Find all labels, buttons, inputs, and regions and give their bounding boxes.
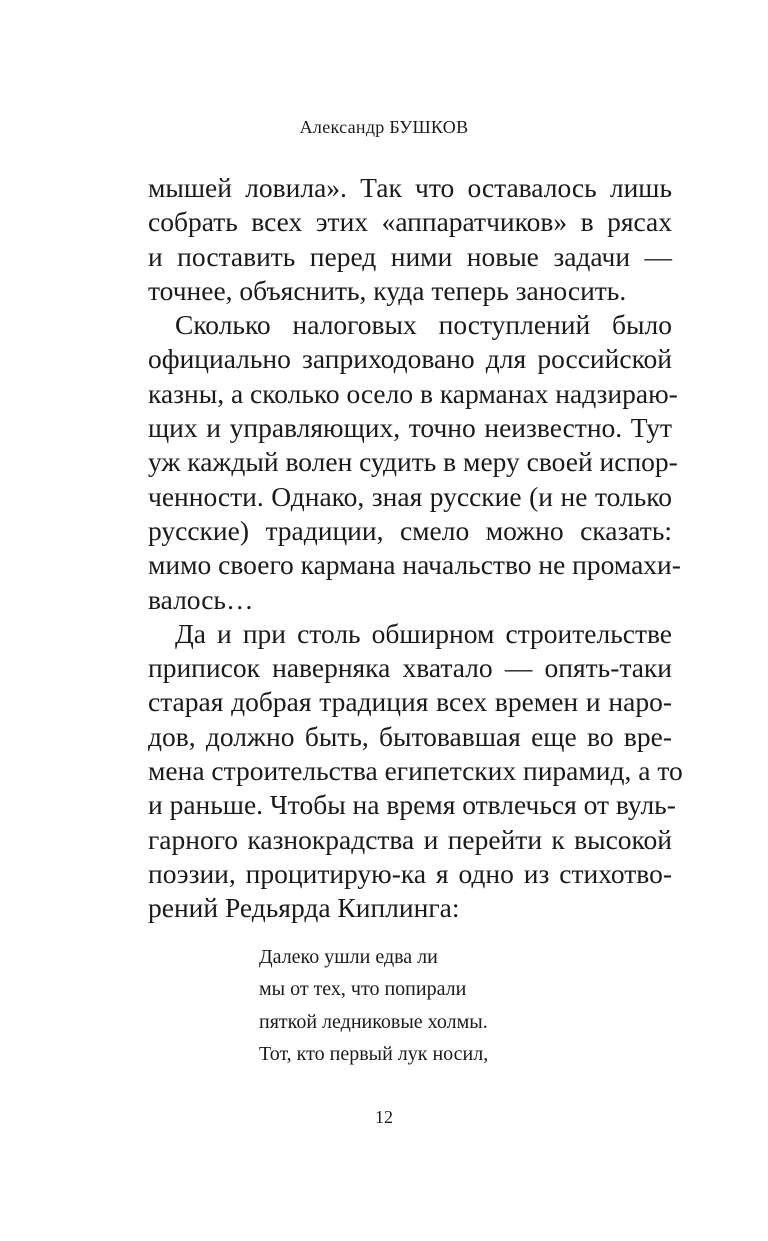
text-line: собрать всех этих «аппаратчиков» в рясах — [148, 206, 672, 238]
running-head — [0, 117, 768, 138]
verse-line: пяткой ледниковые холмы. — [259, 1010, 488, 1033]
text-line: Сколько налоговых поступлений было — [175, 309, 672, 341]
paragraph-1 — [148, 171, 672, 308]
text-line: официально заприходовано для российской — [148, 343, 672, 375]
verse-quote — [259, 941, 659, 1070]
text-line: гарного казнокрадства и перейти к высокой — [148, 823, 672, 855]
verse-line: Далеко ушли едва ли — [259, 946, 438, 968]
text-line: рений Редьярда Киплинга: — [148, 892, 460, 924]
verse-line: мы от тех, что попирали — [259, 978, 467, 1001]
paragraph-2 — [148, 308, 681, 617]
text-line: Да и при столь обширном строительстве — [175, 617, 672, 649]
text-line: мена строительства египетских пирамид, а то — [148, 755, 683, 787]
text-line: ченности. Однако, зная русские (и не только — [148, 480, 672, 512]
text-line: и поставить перед ними новые задачи — — [148, 240, 672, 272]
text-line: русские) традиции, смело можно сказать: — [148, 514, 672, 546]
text-line: поэзии, процитирую-ка я одно из стихотво- — [148, 857, 672, 889]
paragraph-3 — [148, 617, 683, 926]
text-line: точнее, объяснить, куда теперь заносить. — [148, 274, 627, 306]
text-line: и раньше. Чтобы на время отвлечься от вуль- — [148, 789, 676, 821]
text-line: казны, а сколько осело в карманах надзираю- — [148, 377, 678, 409]
text-line: дов, должно быть, бытовавшая еще во вре- — [148, 720, 672, 752]
body-text — [148, 171, 683, 926]
text-line: валось… — [148, 583, 254, 615]
text-line: мышей ловила». Так что оставалось лишь — [148, 172, 672, 203]
text-line: уж каждый волен судить в меру своей испор- — [148, 446, 678, 478]
verse-line: Тот, кто первый лук носил, — [259, 1042, 489, 1065]
running-head-author-surname: БУШКОВ — [389, 117, 469, 137]
text-line: старая добрая традиция всех времен и наро- — [148, 686, 672, 718]
running-head-author-given: Александр — [299, 117, 385, 137]
page-number: 12 — [375, 1107, 393, 1127]
text-line: мимо своего кармана начальство не промахи- — [148, 549, 681, 581]
text-line: щих и управляющих, точно неизвестно. Тут — [148, 412, 672, 444]
text-line: приписок наверняка хватало — опять-таки — [148, 652, 672, 684]
